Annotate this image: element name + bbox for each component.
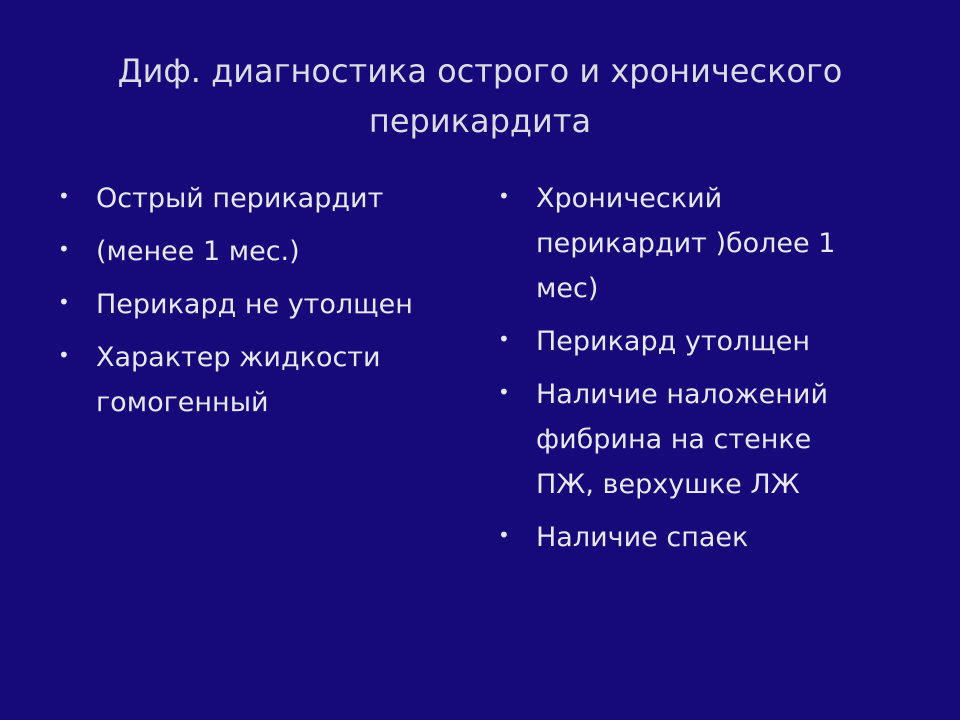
bullet-icon: • [58, 343, 70, 367]
bullet-icon: • [58, 237, 70, 261]
right-column-list [496, 176, 896, 568]
item-text: Перикард не утолщен [96, 289, 413, 320]
item-text-line-2: фибрина на стенке [536, 424, 812, 455]
title-line-2: перикардита [368, 102, 592, 140]
item-text-line-1: Хронический [536, 183, 723, 214]
list-item-duration-less [56, 229, 456, 274]
left-column-list [56, 176, 456, 433]
item-text: (менее 1 мес.) [96, 236, 300, 267]
list-item-thickened [496, 319, 896, 364]
item-text-line-3: мес) [536, 273, 599, 304]
list-item-fluid-homogeneous [56, 335, 456, 425]
item-text-line-3: ПЖ, верхушке ЛЖ [536, 469, 800, 500]
bullet-icon: • [58, 184, 70, 208]
item-text-line-2: гомогенный [96, 387, 269, 418]
bullet-icon: • [498, 184, 510, 208]
bullet-icon: • [58, 290, 70, 314]
item-text: Наличие спаек [536, 522, 749, 553]
list-item-chronic [496, 176, 896, 311]
bullet-icon: • [498, 523, 510, 547]
item-text: Острый перикардит [96, 183, 384, 214]
item-text-line-2: перикардит )более 1 [536, 228, 836, 259]
title-line-1: Диф. диагностика острого и хронического [117, 52, 843, 90]
item-text: Перикард утолщен [536, 326, 811, 357]
item-text-line-1: Наличие наложений [536, 379, 829, 410]
bullet-icon: • [498, 380, 510, 404]
list-item-adhesions [496, 515, 896, 560]
slide-title [60, 46, 900, 146]
bullet-icon: • [498, 327, 510, 351]
list-item-acute [56, 176, 456, 221]
list-item-not-thickened [56, 282, 456, 327]
list-item-fibrin-deposits [496, 372, 896, 507]
item-text-line-1: Характер жидкости [96, 342, 381, 373]
